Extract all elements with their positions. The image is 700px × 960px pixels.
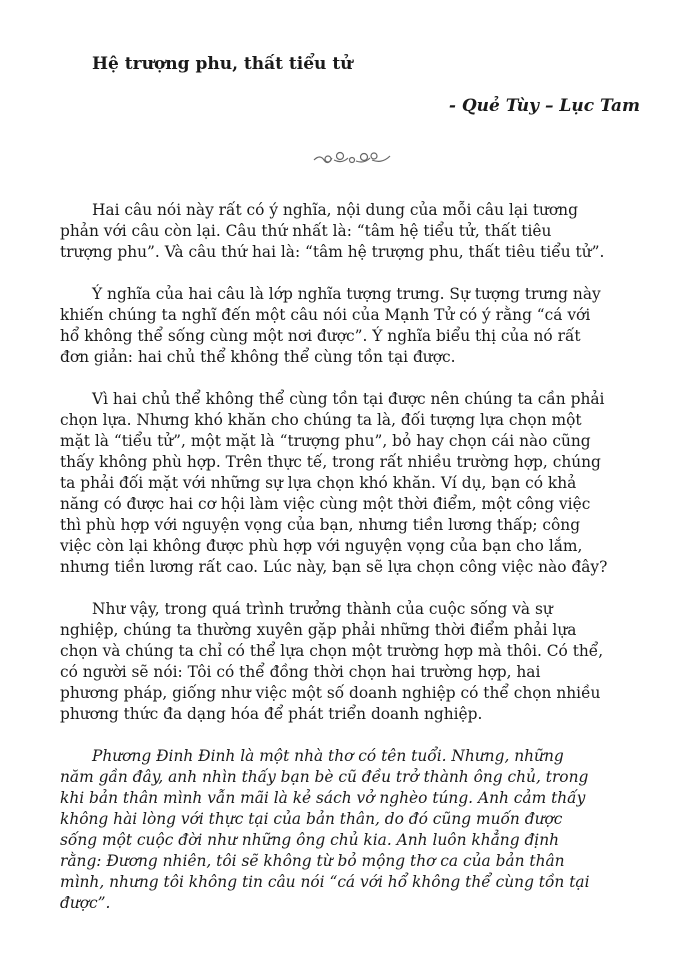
text-line: chọn và chúng ta chỉ có thể lựa chọn một trường hợp mà thôi. Có thể, bbox=[60, 642, 604, 660]
text-line: đơn giản: hai chủ thể không thể cùng tồn tại được. bbox=[60, 348, 456, 366]
text-line: Phương Đinh Đinh là một nhà thơ có tên tuổi. Nhưng, những bbox=[92, 747, 564, 765]
text-line: được”. bbox=[60, 894, 111, 912]
decorative-swirl-icon bbox=[312, 148, 392, 168]
text-line: mình, nhưng tôi không tin câu nói “cá với hổ không thể cùng tồn tại bbox=[60, 873, 590, 891]
text-line: Vì hai chủ thể không thể cùng tồn tại được nên chúng ta cần phải bbox=[92, 390, 605, 408]
text-line: khiến chúng ta nghĩ đến một câu nói của Mạnh Tử có ý rằng “cá với bbox=[60, 306, 591, 324]
text-line: thấy không phù hợp. Trên thực tế, trong rất nhiều trường hợp, chúng bbox=[60, 453, 601, 471]
text-line: rằng: Đương nhiên, tôi sẽ không từ bỏ mộng thơ ca của bản thân bbox=[60, 852, 565, 870]
text-line: phản với câu còn lại. Câu thứ nhất là: “tâm hệ tiểu tử, thất tiêu bbox=[60, 222, 552, 240]
text-line: có người sẽ nói: Tôi có thể đồng thời chọn hai trường hợp, hai bbox=[60, 663, 541, 681]
paragraph bbox=[60, 200, 660, 263]
text-line: Hai câu nói này rất có ý nghĩa, nội dung của mỗi câu lại tương bbox=[92, 201, 578, 219]
text-line: thì phù hợp với nguyện vọng của bạn, nhưng tiền lương thấp; công bbox=[60, 516, 581, 534]
text-line: khi bản thân mình vẫn mãi là kẻ sách vở nghèo túng. Anh cảm thấy bbox=[60, 789, 586, 807]
text-line: trượng phu”. Và câu thứ hai là: “tâm hệ trượng phu, thất tiêu tiểu tử”. bbox=[60, 243, 605, 261]
document-body bbox=[60, 200, 660, 935]
text-line: mặt là “tiểu tử”, một mặt là “trượng phu”, bỏ hay chọn cái nào cũng bbox=[60, 432, 591, 450]
text-line: ta phải đối mặt với những sự lựa chọn khó khăn. Ví dụ, bạn có khả bbox=[60, 474, 577, 492]
paragraph bbox=[60, 746, 660, 914]
text-line: phương thức đa dạng hóa để phát triển doanh nghiệp. bbox=[60, 705, 483, 723]
text-line: không hài lòng với thực tại của bản thân, do đó cũng muốn được bbox=[60, 810, 563, 828]
text-line: phương pháp, giống như việc một số doanh nghiệp có thể chọn nhiều bbox=[60, 684, 601, 702]
epigraph-source: - Quẻ Tùy – Lục Tam bbox=[448, 96, 640, 116]
paragraph bbox=[60, 599, 660, 725]
text-line: nghiệp, chúng ta thường xuyên gặp phải những thời điểm phải lựa bbox=[60, 621, 577, 639]
text-line: hổ không thể sống cùng một nơi được”. Ý nghĩa biểu thị của nó rất bbox=[60, 327, 581, 345]
paragraph bbox=[60, 389, 660, 578]
chapter-title: Hệ trượng phu, thất tiểu tử bbox=[92, 54, 353, 74]
text-line: Như vậy, trong quá trình trưởng thành của cuộc sống và sự bbox=[92, 600, 553, 618]
text-line: việc còn lại không được phù hợp với nguyện vọng của bạn cho lắm, bbox=[60, 537, 583, 555]
text-line: năng có được hai cơ hội làm việc cùng một thời điểm, một công việc bbox=[60, 495, 591, 513]
text-line: chọn lựa. Nhưng khó khăn cho chúng ta là, đối tượng lựa chọn một bbox=[60, 411, 582, 429]
text-line: năm gần đây, anh nhìn thấy bạn bè cũ đều trở thành ông chủ, trong bbox=[60, 768, 589, 786]
text-line: Ý nghĩa của hai câu là lớp nghĩa tượng trưng. Sự tượng trưng này bbox=[92, 285, 601, 303]
paragraph bbox=[60, 284, 660, 368]
text-line: nhưng tiền lương rất cao. Lúc này, bạn sẽ lựa chọn công việc nào đây? bbox=[60, 558, 608, 576]
text-line: sống một cuộc đời như những ông chủ kia. Anh luôn khẳng định bbox=[60, 831, 560, 849]
